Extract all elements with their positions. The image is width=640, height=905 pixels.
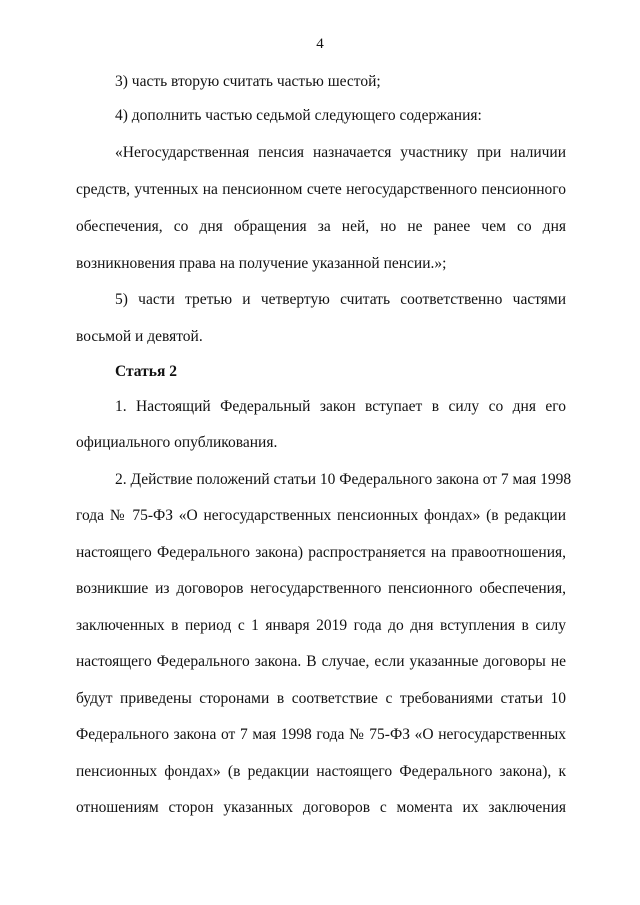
paragraph-item-4: 4) дополнить частью седьмой следующего содержания:: [115, 107, 482, 124]
article-heading: Статья 2: [115, 363, 177, 380]
article-2-point-2-line-8: Федерального закона от 7 мая 1998 года № 75-ФЗ «О негосударственных: [76, 726, 566, 743]
article-2-point-1-line-1: 1. Настоящий Федеральный закон вступает в силу со дня его: [115, 398, 566, 415]
article-2-point-1-line-2: официального опубликования.: [76, 434, 278, 451]
article-2-point-2-line-5: заключенных в период с 1 января 2019 года до дня вступления в силу: [76, 617, 566, 634]
article-2-point-2-line-7: будут приведены сторонами в соответствие с требованиями статьи 10: [76, 690, 566, 707]
quote-line-4: возникновения права на получение указанной пенсии.»;: [76, 255, 447, 272]
article-2-point-2-line-9: пенсионных фондах» (в редакции настоящего Федерального закона), к: [76, 763, 566, 780]
quote-line-2: средств, учтенных на пенсионном счете негосударственного пенсионного: [76, 181, 566, 198]
article-2-point-2-line-1: 2. Действие положений статьи 10 Федерального закона от 7 мая 1998: [115, 471, 572, 488]
paragraph-item-3: 3) часть вторую считать частью шестой;: [115, 73, 381, 90]
article-2-point-2-line-4: возникшие из договоров негосударственного пенсионного обеспечения,: [76, 580, 566, 597]
article-2-point-2-line-6: настоящего Федерального закона. В случае, если указанные договоры не: [76, 653, 566, 670]
paragraph-item-5-line-2: восьмой и девятой.: [76, 328, 203, 345]
article-2-point-2-line-2: года № 75-ФЗ «О негосударственных пенсионных фондах» (в редакции: [76, 507, 566, 524]
article-2-point-2-line-10: отношениям сторон указанных договоров с момента их заключения: [76, 799, 566, 816]
paragraph-item-5-line-1: 5) части третью и четвертую считать соответственно частями: [115, 291, 566, 308]
quote-line-1: «Негосударственная пенсия назначается участнику при наличии: [115, 144, 566, 161]
quote-line-3: обеспечения, со дня обращения за ней, но не ранее чем со дня: [76, 218, 566, 235]
article-2-point-2-line-3: настоящего Федерального закона) распространяется на правоотношения,: [76, 544, 566, 561]
page-number: 4: [316, 36, 324, 52]
